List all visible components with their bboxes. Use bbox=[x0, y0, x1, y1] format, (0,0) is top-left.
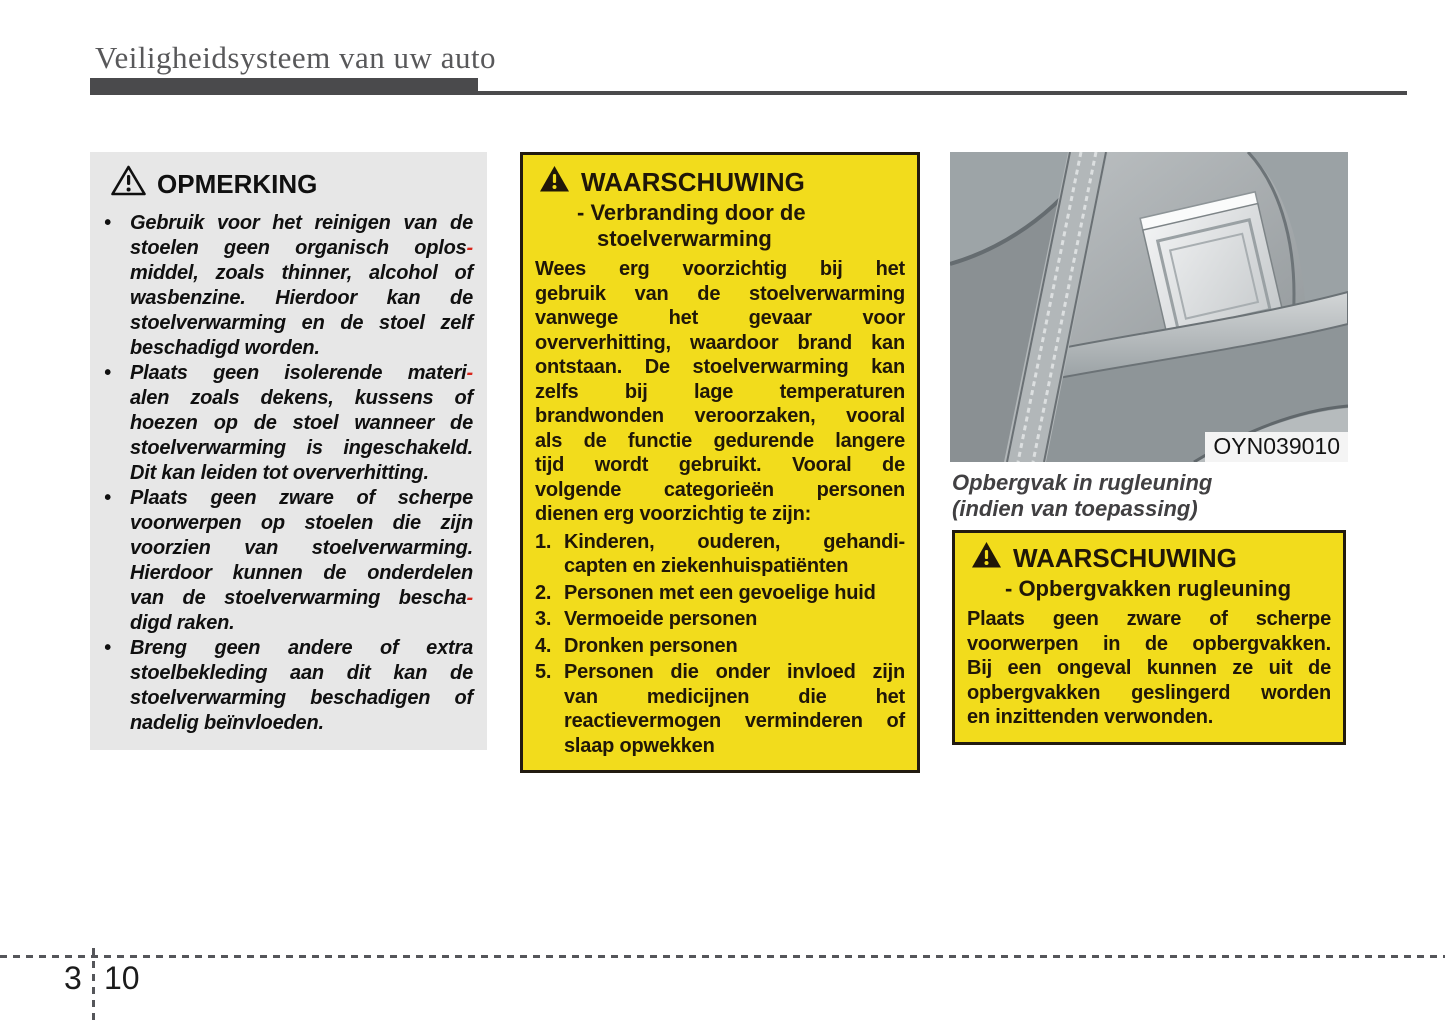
warning-numbered-item: 1. Kinderen, ouderen, gehandi- capten en ziekenhuispatiënten bbox=[535, 530, 905, 577]
warning-subtitle: - Opbergvakken rugleuning bbox=[1005, 576, 1292, 601]
warning-body-text: Wees erg voorzichtig bij het gebruik van de stoelverwarming vanwege het gevaar voor oververhitting, waardoor brand kan ontstaan. De stoelverwarming kan zelfs bij lage temperaturen brandwonden veroorzaken, vooral als de functie gedurende langere tijd wordt gebruikt. Vooral de volgende categorieën personen dienen erg voorzichtig te zijn: bbox=[535, 258, 905, 525]
footer-chapter-number: 3 bbox=[64, 960, 82, 996]
footer-page-number: 10 bbox=[104, 960, 140, 996]
warning-numbered-item: 2. Personen met een gevoelige huid bbox=[535, 581, 876, 604]
note-bullet: • Breng geen andere of extra stoelbekleding aan dit kan de stoelverwarming beschadigen of nadelig beïnvloeden. bbox=[104, 637, 473, 734]
warning-title: WAARSCHUWING bbox=[1013, 543, 1237, 573]
photo-caption-line2: (indien van toepassing) bbox=[952, 496, 1198, 521]
note-bullet-list bbox=[104, 211, 473, 736]
note-box-title: OPMERKING bbox=[157, 168, 318, 199]
warning-numbered-item: 5. Personen die onder invloed zijn van medicijnen die het reactievermogen verminderen of slaap opwekken bbox=[535, 661, 905, 757]
header-rule-thin bbox=[478, 91, 1407, 95]
page-title: Veiligheidsysteem van uw auto bbox=[95, 40, 497, 75]
warning-heading bbox=[971, 541, 1331, 576]
note-bullet: • Plaats geen isolerende materi- alen zoals dekens, kussens of hoezen op de stoel wanneer de stoelverwarming is ingeschakeld. Dit kan leiden tot oververhitting. bbox=[104, 362, 473, 484]
photo-caption-line1: Opbergvak in rugleuning bbox=[952, 470, 1213, 495]
warning-subtitle-line1: - Verbranding door de bbox=[577, 200, 806, 225]
note-bullet: • Plaats geen zware of scherpe voorwerpen op stoelen die zijn voorzien van stoelverwarming. Hierdoor kunnen de onderdelen van de stoelverwarming bescha- digd raken. bbox=[104, 487, 473, 634]
seatback-storage-photo bbox=[950, 152, 1348, 462]
note-bullet: • Gebruik voor het reinigen van de stoelen geen organisch oplos- middel, zoals thinner, alcohol of wasbenzine. Hierdoor kan de stoelverwarming en de stoel zelf beschadigd worden. bbox=[104, 212, 473, 359]
warning-triangle-filled-icon bbox=[539, 165, 570, 200]
photo-code-label: OYN039010 bbox=[1205, 432, 1348, 462]
note-box-heading bbox=[110, 164, 473, 204]
warning-numbered-item: 4. Dronken personen bbox=[535, 634, 738, 657]
header-rule-thick bbox=[90, 78, 478, 95]
photo-caption bbox=[952, 470, 1212, 522]
note-box bbox=[90, 152, 487, 750]
warning-box-storage bbox=[952, 530, 1346, 745]
warning-triangle-filled-icon bbox=[971, 541, 1002, 576]
warning-numbered-list bbox=[535, 530, 905, 759]
warning-box-heating bbox=[520, 152, 920, 773]
seatback-illustration bbox=[950, 152, 1348, 462]
footer-dashed-line-vertical bbox=[92, 948, 95, 1026]
warning-title: WAARSCHUWING bbox=[581, 167, 805, 197]
warning-numbered-item: 3. Vermoeide personen bbox=[535, 608, 758, 630]
footer-dashed-line-horizontal bbox=[0, 955, 1445, 958]
warning-body-text: Plaats geen zware of scherpe voorwerpen in de opbergvakken. Bij een ongeval kunnen ze uit de opbergvakken geslingerd worden en inzittenden verwonden. bbox=[967, 608, 1331, 728]
warning-triangle-outline-icon bbox=[110, 164, 147, 204]
warning-subtitle-line2: stoelverwarming bbox=[597, 226, 772, 251]
warning-heading bbox=[539, 165, 905, 200]
